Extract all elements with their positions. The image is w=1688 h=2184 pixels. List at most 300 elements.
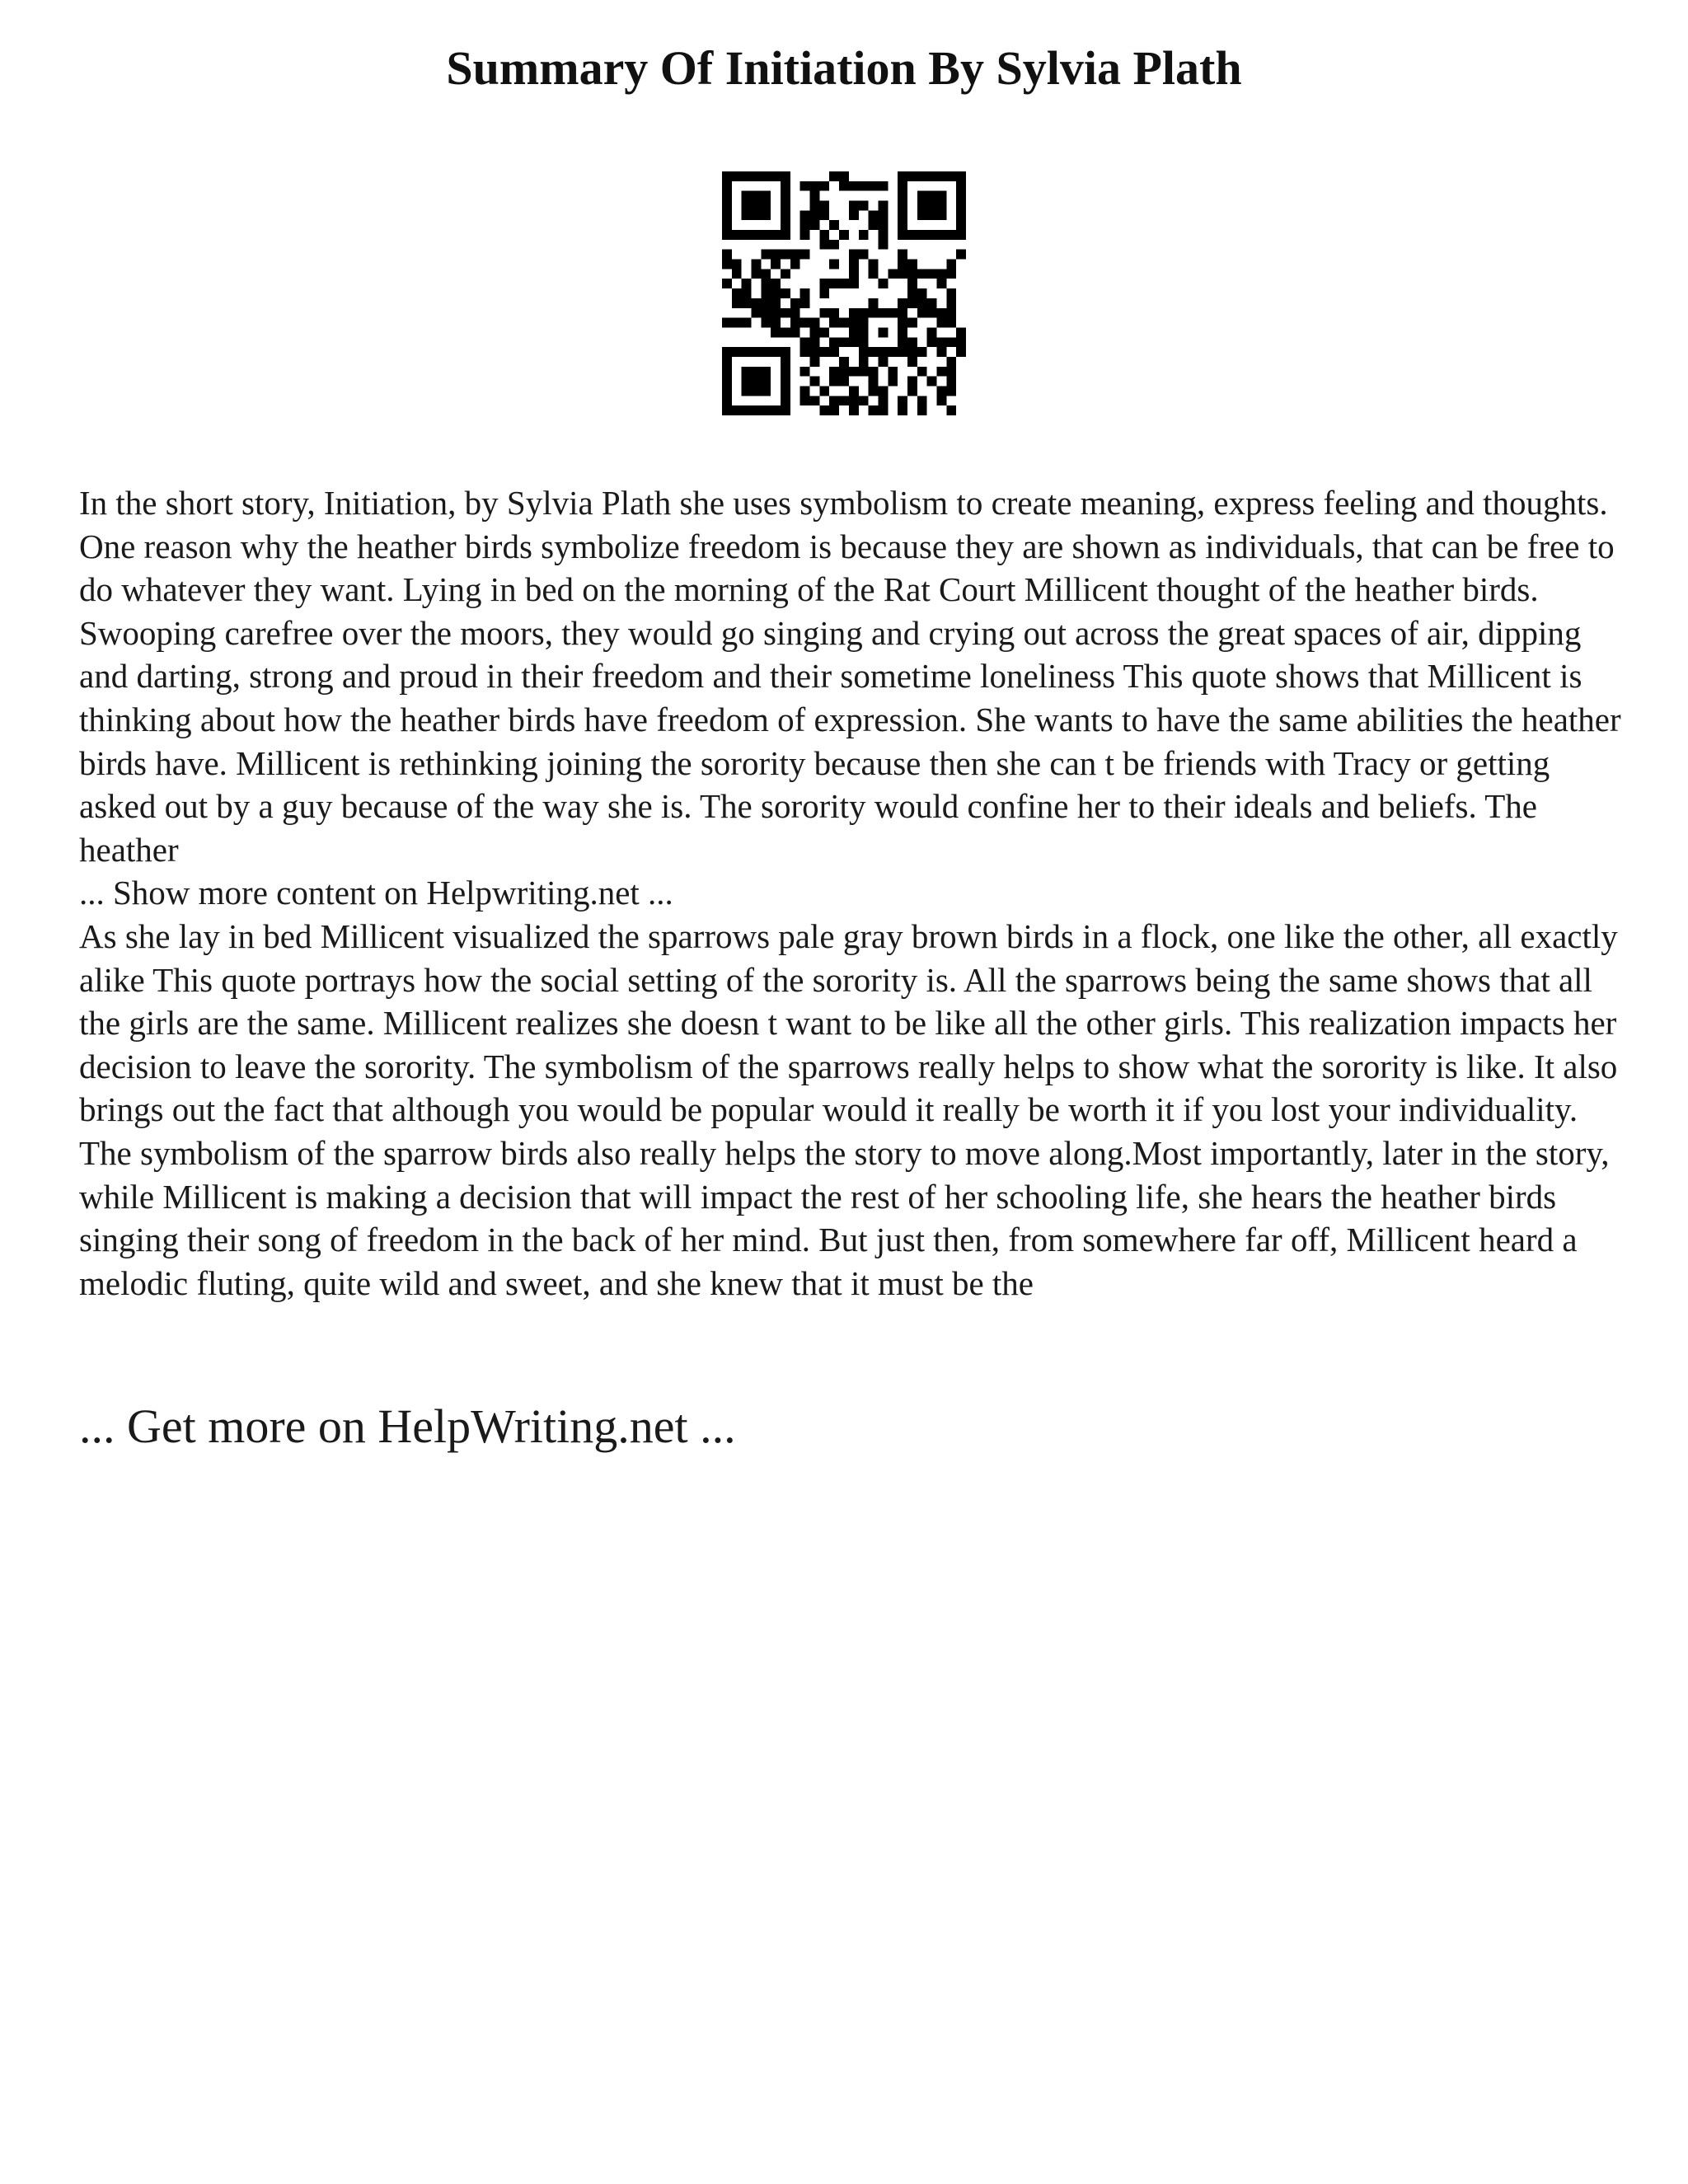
qr-module (781, 327, 790, 337)
qr-module (790, 308, 800, 318)
qr-module (722, 210, 732, 220)
qr-module (878, 210, 888, 220)
qr-module (800, 250, 810, 260)
qr-module (810, 220, 820, 230)
qr-module (898, 260, 907, 269)
qr-module (761, 308, 771, 318)
qr-module (907, 260, 917, 269)
qr-module (849, 260, 859, 269)
qr-module (849, 250, 859, 260)
qr-module (898, 230, 907, 240)
qr-module (732, 269, 742, 279)
qr-module (722, 191, 732, 201)
qr-module (927, 269, 937, 279)
qr-module (800, 230, 810, 240)
qr-module (907, 337, 917, 347)
paragraph: In the short story, Initiation, by Sylvia Plath she uses symbolism to create meaning, express feeling and thoughts. One reason why the heather birds symbolize freedom is because they are shown as individuals, that can be free to do whatever they want. Lying in bed on the morning of the Rat Court Millicent thought of the heather birds. Swooping carefree over the moors, they would go singing and crying out across the great spaces of air, dipping and darting, strong and proud in their freedom and their sometime loneliness This quote shows that Millicent is thinking about how the heather birds have freedom of expression. She wants to have the same abilities the heather birds have. Millicent is rethinking joining the sorority because then she can t be friends with Tracy or getting asked out by a guy because of the way she is. The sorority would confine her to their ideals and beliefs. The heather (79, 484, 1621, 869)
qr-module (888, 308, 898, 318)
qr-module (936, 201, 946, 211)
qr-module (936, 191, 946, 201)
qr-module (878, 279, 888, 288)
qr-module (936, 269, 946, 279)
qr-module (917, 367, 927, 377)
qr-module (927, 327, 937, 337)
qr-module (878, 347, 888, 357)
qr-module (917, 347, 927, 357)
qr-module (849, 405, 859, 415)
qr-module (771, 171, 781, 181)
qr-module (898, 308, 907, 318)
qr-module (752, 405, 762, 415)
qr-module (732, 288, 742, 298)
qr-module (917, 191, 927, 201)
qr-module (936, 171, 946, 181)
qr-module (927, 171, 937, 181)
qr-module (956, 327, 966, 337)
qr-module (907, 386, 917, 396)
qr-module (761, 279, 771, 288)
qr-module (781, 347, 790, 357)
qr-module (907, 347, 917, 357)
qr-module (888, 347, 898, 357)
qr-module (800, 347, 810, 357)
qr-module (859, 396, 869, 405)
qr-module (722, 377, 732, 387)
qr-module (761, 269, 771, 279)
qr-module (927, 230, 937, 240)
qr-module (761, 377, 771, 387)
qr-module (888, 269, 898, 279)
qr-module (771, 298, 781, 308)
qr-module (839, 337, 849, 347)
qr-module (800, 386, 810, 396)
qr-module (878, 220, 888, 230)
qr-module (956, 337, 966, 347)
qr-module (839, 357, 849, 367)
qr-module (927, 298, 937, 308)
qr-module (742, 210, 752, 220)
qr-module (781, 250, 790, 260)
qr-module (898, 405, 907, 415)
qr-module (781, 308, 790, 318)
qr-module (761, 210, 771, 220)
qr-module (800, 220, 810, 230)
qr-module (732, 318, 742, 328)
show-more-link[interactable]: ... Show more content on Helpwriting.net ... (79, 874, 673, 912)
qr-module (878, 230, 888, 240)
qr-module (752, 171, 762, 181)
qr-module (761, 288, 771, 298)
qr-module (810, 201, 820, 211)
qr-module (752, 377, 762, 387)
qr-module (907, 269, 917, 279)
qr-module (742, 318, 752, 328)
qr-module (761, 318, 771, 328)
qr-module (859, 181, 869, 191)
qr-module (946, 298, 956, 308)
qr-module (869, 298, 879, 308)
qr-module (936, 337, 946, 347)
qr-module (859, 347, 869, 357)
qr-module (752, 269, 762, 279)
qr-module (722, 171, 732, 181)
qr-module (742, 171, 752, 181)
qr-module (907, 230, 917, 240)
qr-module (839, 230, 849, 240)
qr-module (819, 230, 829, 240)
qr-module (781, 377, 790, 387)
qr-module (907, 377, 917, 387)
qr-module (742, 405, 752, 415)
qr-module (810, 337, 820, 347)
qr-module (849, 308, 859, 318)
qr-module (829, 318, 839, 328)
qr-module (898, 191, 907, 201)
qr-module (956, 201, 966, 211)
qr-module (869, 210, 879, 220)
qr-module (839, 171, 849, 181)
qr-module (946, 386, 956, 396)
qr-module (781, 367, 790, 377)
qr-module (917, 405, 927, 415)
get-more-link[interactable]: ... Get more on HelpWriting.net ... (79, 1399, 736, 1453)
qr-module (946, 367, 956, 377)
qr-module (898, 171, 907, 181)
qr-module (849, 269, 859, 279)
qr-module (722, 347, 732, 357)
qr-module (722, 250, 732, 260)
qr-module (781, 288, 790, 298)
qr-module (810, 377, 820, 387)
qr-module (869, 260, 879, 269)
qr-module (722, 367, 732, 377)
qr-module (771, 288, 781, 298)
qr-module (849, 210, 859, 220)
qr-module (869, 308, 879, 318)
qr-module (907, 171, 917, 181)
qr-module (946, 377, 956, 387)
qr-module (810, 191, 820, 201)
qr-module (839, 279, 849, 288)
qr-module (819, 181, 829, 191)
qr-module (819, 386, 829, 396)
qr-module (800, 210, 810, 220)
qr-module (936, 210, 946, 220)
qr-module (927, 191, 937, 201)
qr-module (722, 201, 732, 211)
qr-module (829, 396, 839, 405)
qr-module (946, 260, 956, 269)
qr-module (742, 230, 752, 240)
qr-module (917, 171, 927, 181)
qr-module (946, 230, 956, 240)
qr-module (859, 250, 869, 260)
qr-module (946, 288, 956, 298)
qr-module (761, 405, 771, 415)
qr-module (761, 250, 771, 260)
qr-module (956, 230, 966, 240)
qr-module (859, 327, 869, 337)
qr-module (829, 405, 839, 415)
qr-module (742, 298, 752, 308)
qr-module (829, 260, 839, 269)
qr-module (956, 347, 966, 357)
qr-module (946, 337, 956, 347)
qr-module (781, 386, 790, 396)
qr-module (878, 396, 888, 405)
qr-module (810, 357, 820, 367)
qr-module (859, 201, 869, 211)
qr-module (752, 260, 762, 269)
qr-module (819, 279, 829, 288)
qr-module (878, 405, 888, 415)
qr-module (819, 327, 829, 337)
qr-module (829, 367, 839, 377)
qr-module (752, 191, 762, 201)
qr-module (927, 210, 937, 220)
qr-module (927, 308, 937, 318)
qr-module (898, 269, 907, 279)
qr-module (956, 191, 966, 201)
qr-module (732, 298, 742, 308)
qr-module (742, 191, 752, 201)
qr-module (878, 327, 888, 337)
qr-module (722, 230, 732, 240)
qr-module (869, 347, 879, 357)
qr-module (878, 240, 888, 250)
qr-module (752, 367, 762, 377)
qr-module (810, 318, 820, 328)
qr-module (761, 298, 771, 308)
qr-module (752, 201, 762, 211)
qr-module (742, 367, 752, 377)
qr-module (907, 318, 917, 328)
qr-module (781, 230, 790, 240)
qr-module (761, 191, 771, 201)
qr-module (898, 347, 907, 357)
qr-module (742, 201, 752, 211)
qr-module (917, 201, 927, 211)
qr-module (946, 357, 956, 367)
qr-module (771, 250, 781, 260)
qr-module (732, 171, 742, 181)
qr-module (859, 357, 869, 367)
qr-module (956, 181, 966, 191)
qr-module (936, 279, 946, 288)
qr-module (898, 181, 907, 191)
qr-module (917, 230, 927, 240)
qr-module (907, 279, 917, 288)
qr-module (800, 396, 810, 405)
qr-module (752, 308, 762, 318)
qr-module (829, 377, 839, 387)
qr-module (781, 396, 790, 405)
qr-module (878, 386, 888, 396)
qr-module (810, 347, 820, 357)
qr-module (761, 201, 771, 211)
qr-module (878, 181, 888, 191)
qr-module (781, 201, 790, 211)
qr-module (781, 220, 790, 230)
qr-module (761, 230, 771, 240)
qr-module (790, 318, 800, 328)
qr-module (800, 181, 810, 191)
qr-module (898, 396, 907, 405)
qr-module (732, 260, 742, 269)
qr-module (742, 386, 752, 396)
qr-module (936, 367, 946, 377)
qr-module (849, 386, 859, 396)
qr-module (869, 181, 879, 191)
qr-module (781, 269, 790, 279)
qr-module (888, 367, 898, 377)
qr-module (869, 220, 879, 230)
qr-code-icon (722, 171, 966, 415)
qr-module (898, 201, 907, 211)
page-title: Summary Of Initiation By Sylvia Plath (446, 41, 1242, 95)
qr-module (790, 327, 800, 337)
qr-module (927, 201, 937, 211)
qr-module (722, 279, 732, 288)
qr-module (810, 327, 820, 337)
qr-module (859, 367, 869, 377)
qr-module (781, 210, 790, 220)
qr-module (781, 191, 790, 201)
qr-module (742, 279, 752, 288)
qr-module (869, 269, 879, 279)
qr-module (829, 279, 839, 288)
qr-module (878, 201, 888, 211)
qr-module (936, 318, 946, 328)
qr-module (761, 171, 771, 181)
qr-module (839, 181, 849, 191)
qr-module (917, 210, 927, 220)
qr-module (917, 396, 927, 405)
qr-module (859, 230, 869, 240)
qr-module (742, 377, 752, 387)
qr-module (722, 386, 732, 396)
qr-module (732, 230, 742, 240)
qr-module (800, 298, 810, 308)
qr-module (722, 260, 732, 269)
qr-module (722, 396, 732, 405)
qr-module (781, 181, 790, 191)
qr-module (878, 357, 888, 367)
qr-module (761, 386, 771, 396)
qr-module (790, 298, 800, 308)
qr-module (907, 357, 917, 367)
qr-module (898, 220, 907, 230)
qr-module (819, 240, 829, 250)
qr-module (869, 377, 879, 387)
qr-module (761, 347, 771, 357)
qr-module (829, 337, 839, 347)
qr-module (859, 318, 869, 328)
qr-module (771, 347, 781, 357)
qr-module (752, 230, 762, 240)
qr-module (869, 405, 879, 415)
qr-module (927, 377, 937, 387)
qr-module (936, 386, 946, 396)
qr-module (800, 288, 810, 298)
qr-module (829, 220, 839, 230)
qr-module (869, 386, 879, 396)
qr-module (722, 220, 732, 230)
qr-module (722, 357, 732, 367)
qr-module (888, 377, 898, 387)
qr-module (732, 405, 742, 415)
qr-module (946, 171, 956, 181)
qr-module (722, 181, 732, 191)
qr-module (898, 210, 907, 220)
qr-module (878, 308, 888, 318)
qr-module (790, 250, 800, 260)
qr-module (781, 405, 790, 415)
qr-module (946, 318, 956, 328)
qr-module (956, 171, 966, 181)
qr-module (771, 318, 781, 328)
qr-module (819, 210, 829, 220)
qr-module (771, 279, 781, 288)
qr-module (839, 377, 849, 387)
qr-module (849, 279, 859, 288)
qr-module (752, 298, 762, 308)
qr-module (849, 201, 859, 211)
qr-module (849, 327, 859, 337)
qr-module (849, 337, 859, 347)
qr-module (810, 210, 820, 220)
qr-module (781, 171, 790, 181)
qr-module (849, 367, 859, 377)
paragraph: As she lay in bed Millicent visualized the sparrows pale gray brown birds in a flock, one like the other, all exactly alike This quote portrays how the social setting of the sorority is. All the sparrows being the same shows that all the girls are the same. Millicent realizes she doesn t want to be like all the other girls. This realization impacts her decision to leave the sorority. The symbolism of the sparrows really helps to show what the sorority is like. It also brings out the fact that although you would be popular would it really be worth it if you lost your individuality. The symbolism of the sparrow birds also really helps the story to move along.Most importantly, later in the story, while Millicent is making a decision that will impact the rest of her schooling life, she hears the heather birds singing their song of freedom in the back of her mind. But just then, from somewhere far off, Millicent heard a melodic fluting, quite wild and sweet, and she knew that it must be the (79, 916, 1618, 1302)
qr-module (722, 405, 732, 415)
qr-module (819, 347, 829, 357)
qr-module (829, 347, 839, 357)
qr-module (927, 337, 937, 347)
qr-module (819, 308, 829, 318)
qr-module (819, 405, 829, 415)
qr-module (936, 230, 946, 240)
qr-module (859, 337, 869, 347)
qr-module (898, 318, 907, 328)
qr-module (839, 396, 849, 405)
qr-module (917, 308, 927, 318)
qr-module (742, 347, 752, 357)
qr-module (839, 367, 849, 377)
qr-module (732, 347, 742, 357)
qr-module (917, 288, 927, 298)
qr-module (936, 347, 946, 357)
qr-module (781, 357, 790, 367)
qr-module (907, 298, 917, 308)
qr-module (810, 396, 820, 405)
qr-module (839, 318, 849, 328)
qr-module (752, 347, 762, 357)
qr-module (819, 288, 829, 298)
qr-module (946, 405, 956, 415)
qr-module (771, 230, 781, 240)
qr-module (956, 220, 966, 230)
qr-module (849, 396, 859, 405)
qr-module (829, 308, 839, 318)
qr-module (752, 210, 762, 220)
qr-module (936, 396, 946, 405)
qr-module (752, 386, 762, 396)
qr-module (800, 367, 810, 377)
qr-module (907, 288, 917, 298)
qr-module (722, 318, 732, 328)
qr-module (771, 260, 781, 269)
